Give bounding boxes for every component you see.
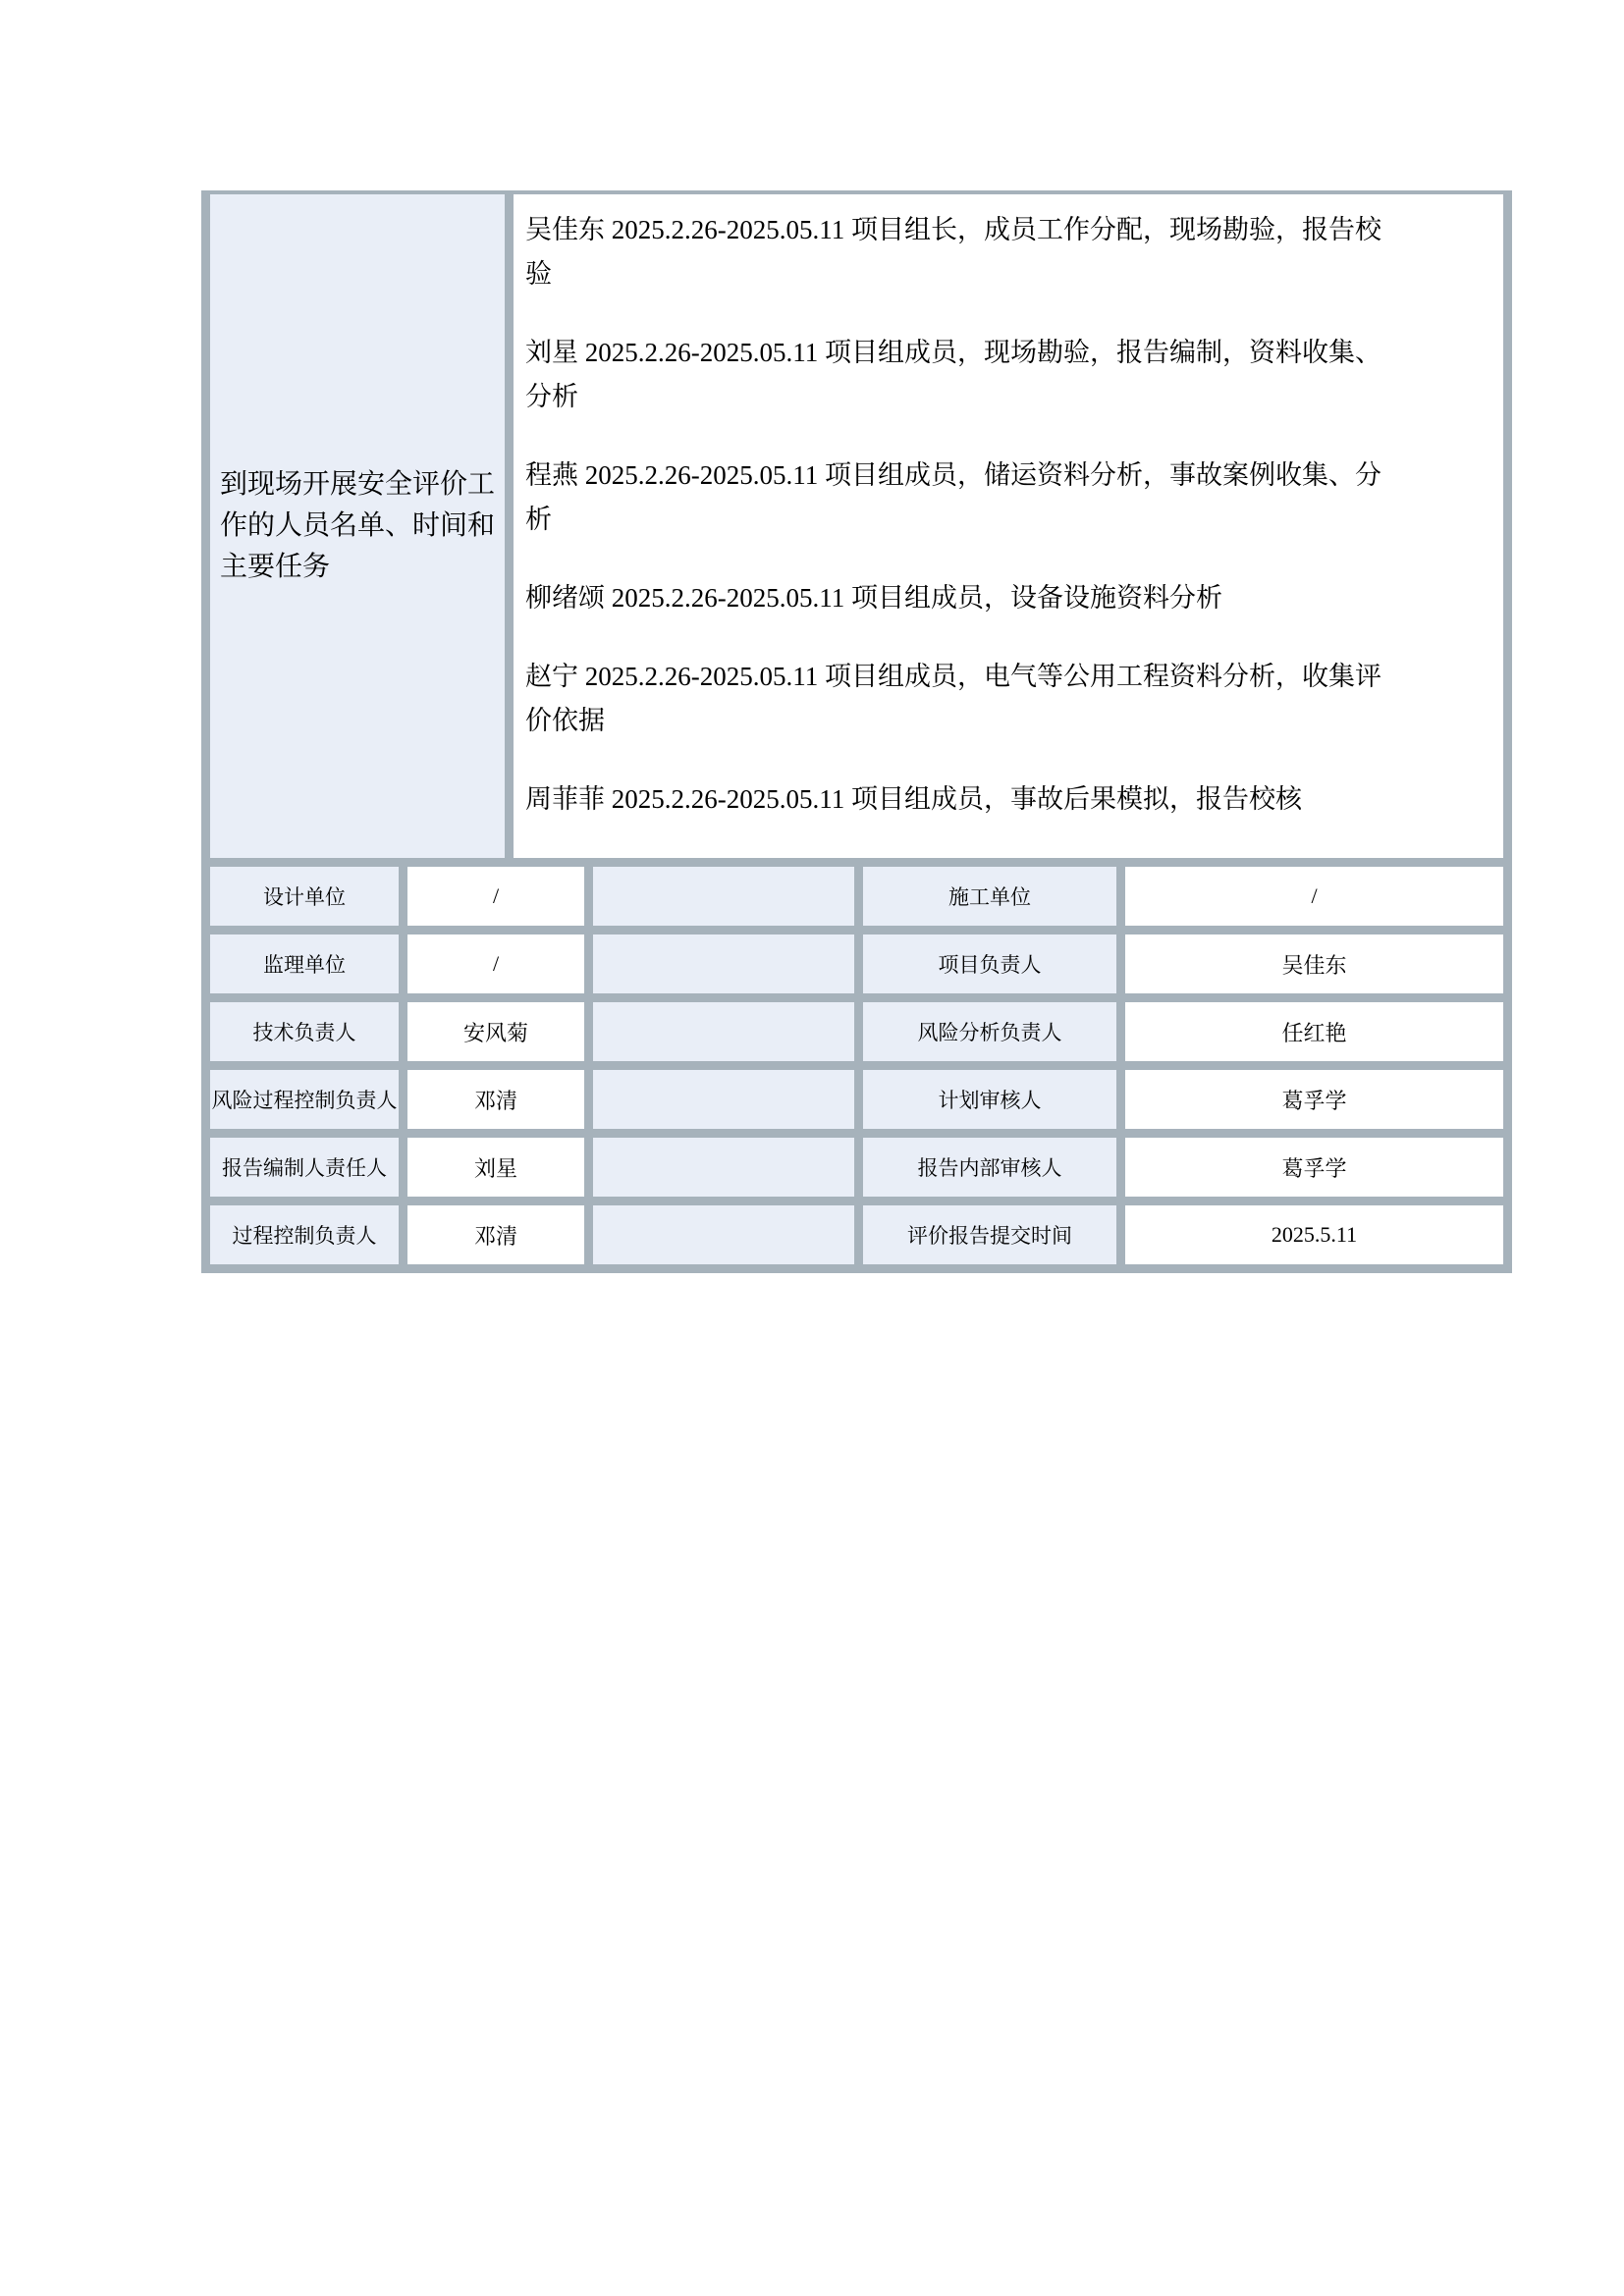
personnel-entry: 周菲菲 2025.2.26-2025.05.11 项目组成员，事故后果模拟，报告校核 <box>525 784 1302 814</box>
info-label-cell: 设计单位 <box>210 867 399 926</box>
personnel-entry: 刘星 2025.2.26-2025.05.11 项目组成员，现场勘验，报告编制，资料收集、分析 <box>525 338 1381 411</box>
table-row <box>210 1205 1503 1264</box>
spacer-cell <box>593 867 854 926</box>
info-value-cell: 安风菊 <box>407 1002 584 1061</box>
project-info-table <box>201 190 1512 1273</box>
info-label-cell: 风险分析负责人 <box>863 1002 1116 1061</box>
personnel-row <box>210 194 1503 858</box>
info-value-cell: 吴佳东 <box>1125 934 1503 993</box>
info-label-cell: 施工单位 <box>863 867 1116 926</box>
info-label-cell: 项目负责人 <box>863 934 1116 993</box>
personnel-entries-cell <box>514 194 1503 858</box>
spacer-cell <box>593 1138 854 1197</box>
info-label-cell: 风险过程控制负责人 <box>210 1070 399 1129</box>
table-row <box>210 1002 1503 1061</box>
info-value-cell: / <box>407 867 584 926</box>
info-value-cell: 邓清 <box>407 1205 584 1264</box>
info-label-cell: 过程控制负责人 <box>210 1205 399 1264</box>
spacer-cell <box>593 1070 854 1129</box>
info-value-cell: 葛孚学 <box>1125 1138 1503 1197</box>
table-row <box>210 867 1503 926</box>
info-value-cell: 任红艳 <box>1125 1002 1503 1061</box>
info-value-cell: 葛孚学 <box>1125 1070 1503 1129</box>
info-label-cell: 监理单位 <box>210 934 399 993</box>
info-label-cell: 报告内部审核人 <box>863 1138 1116 1197</box>
info-value-cell: / <box>407 934 584 993</box>
table-row <box>210 1070 1503 1129</box>
info-label-cell: 报告编制人责任人 <box>210 1138 399 1197</box>
personnel-entry: 赵宁 2025.2.26-2025.05.11 项目组成员，电气等公用工程资料分析，收集评价依据 <box>525 662 1381 735</box>
info-label-cell: 评价报告提交时间 <box>863 1205 1116 1264</box>
spacer-cell <box>593 1205 854 1264</box>
info-label-cell: 技术负责人 <box>210 1002 399 1061</box>
table-row <box>210 1138 1503 1197</box>
info-value-cell: 刘星 <box>407 1138 584 1197</box>
info-value-cell: / <box>1125 867 1503 926</box>
personnel-entry: 柳绪颂 2025.2.26-2025.05.11 项目组成员，设备设施资料分析 <box>525 583 1222 613</box>
info-value-cell: 2025.5.11 <box>1125 1205 1503 1264</box>
personnel-entry: 程燕 2025.2.26-2025.05.11 项目组成员，储运资料分析，事故案例收集、分析 <box>525 460 1381 534</box>
spacer-cell <box>593 934 854 993</box>
table-row <box>210 934 1503 993</box>
spacer-cell <box>593 1002 854 1061</box>
info-label-cell: 计划审核人 <box>863 1070 1116 1129</box>
info-value-cell: 邓清 <box>407 1070 584 1129</box>
personnel-entry: 吴佳东 2025.2.26-2025.05.11 项目组长，成员工作分配，现场勘验，报告校验 <box>525 215 1381 289</box>
personnel-row-label: 到现场开展安全评价工作的人员名单、时间和主要任务 <box>210 194 505 858</box>
